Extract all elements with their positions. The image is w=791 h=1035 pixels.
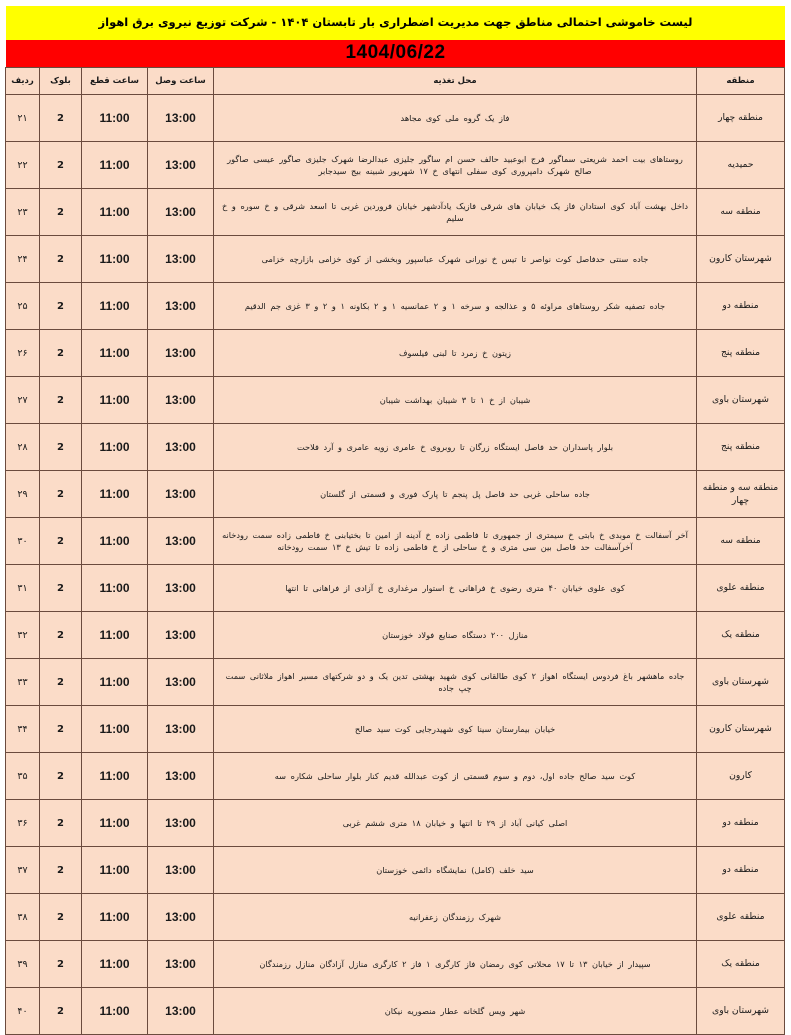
table-row <box>6 283 785 330</box>
table-body <box>6 95 785 1035</box>
cell-cut-time: 11:00 <box>82 612 148 659</box>
cell-feed-location: روستاهای بیت احمد شریعتی سماگور فرج ابوعبید حالف حسن ام ساگور جلیزی عبدالرضا شهرک جلیزی صاگور عیسی صاگور صالح شهرک دامپروری کوی سفلی انتهای خ ۱۷ شهریور شبینه بیج سیدجابر <box>214 142 697 189</box>
table-row <box>6 471 785 518</box>
cell-block: 2 <box>40 565 82 612</box>
cell-row-number: ۳۶ <box>6 800 40 847</box>
table-row <box>6 988 785 1035</box>
cell-block: 2 <box>40 659 82 706</box>
cell-restore-time: 13:00 <box>148 189 214 236</box>
cell-restore-time: 13:00 <box>148 424 214 471</box>
cell-zone: منطقه یک <box>697 941 785 988</box>
cell-cut-time: 11:00 <box>82 706 148 753</box>
cell-zone: منطقه یک <box>697 612 785 659</box>
cell-cut-time: 11:00 <box>82 518 148 565</box>
cell-block: 2 <box>40 377 82 424</box>
cell-feed-location: شهرک رزمندگان زعفرانیه <box>214 894 697 941</box>
cell-zone: منطقه سه و منطقه چهار <box>697 471 785 518</box>
cell-row-number: ۳۹ <box>6 941 40 988</box>
cell-cut-time: 11:00 <box>82 330 148 377</box>
cell-cut-time: 11:00 <box>82 424 148 471</box>
cell-zone: شهرستان باوی <box>697 659 785 706</box>
cell-feed-location: زیتون خ زمرد تا لبنی فیلسوف <box>214 330 697 377</box>
cell-cut-time: 11:00 <box>82 189 148 236</box>
cell-zone: منطقه دو <box>697 800 785 847</box>
cell-cut-time: 11:00 <box>82 95 148 142</box>
cell-restore-time: 13:00 <box>148 518 214 565</box>
cell-block: 2 <box>40 424 82 471</box>
table-row <box>6 941 785 988</box>
cell-restore-time: 13:00 <box>148 377 214 424</box>
column-header-radif: ردیف <box>6 68 40 95</box>
cell-row-number: ۴۰ <box>6 988 40 1035</box>
cell-row-number: ۲۵ <box>6 283 40 330</box>
cell-block: 2 <box>40 518 82 565</box>
cell-cut-time: 11:00 <box>82 753 148 800</box>
cell-row-number: ۳۴ <box>6 706 40 753</box>
cell-cut-time: 11:00 <box>82 894 148 941</box>
cell-cut-time: 11:00 <box>82 988 148 1035</box>
cell-zone: منطقه دو <box>697 847 785 894</box>
cell-restore-time: 13:00 <box>148 142 214 189</box>
cell-zone: شهرستان باوی <box>697 988 785 1035</box>
table-row <box>6 706 785 753</box>
cell-feed-location: اصلی کیانی آباد از ۲۹ تا انتها و خیابان ۱۸ متری ششم غربی <box>214 800 697 847</box>
cell-block: 2 <box>40 800 82 847</box>
cell-restore-time: 13:00 <box>148 941 214 988</box>
cell-feed-location: شیبان از خ ۱ تا ۳ شیبان بهداشت شیبان <box>214 377 697 424</box>
cell-feed-location: منازل ۲۰۰ دستگاه صنایع فولاد خوزستان <box>214 612 697 659</box>
cell-feed-location: کوت سید صالح جاده اول، دوم و سوم قسمتی از کوت عبدالله قدیم کنار بلوار ساحلی شکاره سه <box>214 753 697 800</box>
cell-row-number: ۳۰ <box>6 518 40 565</box>
cell-zone: شهرستان کارون <box>697 236 785 283</box>
table-row <box>6 142 785 189</box>
table-row <box>6 565 785 612</box>
cell-cut-time: 11:00 <box>82 800 148 847</box>
cell-block: 2 <box>40 189 82 236</box>
cell-restore-time: 13:00 <box>148 894 214 941</box>
cell-restore-time: 13:00 <box>148 95 214 142</box>
cell-cut-time: 11:00 <box>82 471 148 518</box>
cell-zone: منطقه چهار <box>697 95 785 142</box>
cell-cut-time: 11:00 <box>82 283 148 330</box>
cell-feed-location: شهر ویس گلخانه عطار منصوریه نیکان <box>214 988 697 1035</box>
cell-zone: منطقه سه <box>697 518 785 565</box>
cell-feed-location: سید خلف (کامل) نمایشگاه دائمی خوزستان <box>214 847 697 894</box>
cell-zone: منطقه پنج <box>697 424 785 471</box>
table-header <box>6 68 785 95</box>
cell-zone: حمیدیه <box>697 142 785 189</box>
cell-zone: منطقه علوی <box>697 565 785 612</box>
cell-feed-location: داخل بهشت آباد کوی استادان فاز یک خیابان های شرقی فازیک یادآدشهر خیابان فروردین غربی تا اسعد شرقی و خ سوره و خ سلیم <box>214 189 697 236</box>
cell-block: 2 <box>40 330 82 377</box>
table-row <box>6 95 785 142</box>
cell-zone: کارون <box>697 753 785 800</box>
cell-cut-time: 11:00 <box>82 847 148 894</box>
column-header-restore: ساعت وصل <box>148 68 214 95</box>
cell-row-number: ۳۲ <box>6 612 40 659</box>
cell-row-number: ۳۳ <box>6 659 40 706</box>
cell-zone: شهرستان کارون <box>697 706 785 753</box>
cell-feed-location: خیابان بیمارستان سینا کوی شهیدرجایی کوت سید صالح <box>214 706 697 753</box>
cell-restore-time: 13:00 <box>148 988 214 1035</box>
cell-block: 2 <box>40 847 82 894</box>
cell-restore-time: 13:00 <box>148 706 214 753</box>
cell-row-number: ۲۸ <box>6 424 40 471</box>
cell-restore-time: 13:00 <box>148 800 214 847</box>
cell-block: 2 <box>40 894 82 941</box>
cell-block: 2 <box>40 706 82 753</box>
cell-row-number: ۲۱ <box>6 95 40 142</box>
cell-cut-time: 11:00 <box>82 565 148 612</box>
column-header-cut: ساعت قطع <box>82 68 148 95</box>
cell-feed-location: آخر آسفالت خ موبدی خ بابتی خ سیمتری از جمهوری تا فاطمی زاده خ آدینه از امین تا بختیابنی خ فاطمی زاده سمت رودخانه آخرآسفالت حد فاصل بین سی متری و خ ساحلی از خ فاطمی زاده تا تیش خ ۱۳ سمت رودخانه <box>214 518 697 565</box>
column-header-zone: منطقه <box>697 68 785 95</box>
table-row <box>6 518 785 565</box>
cell-row-number: ۲۷ <box>6 377 40 424</box>
cell-restore-time: 13:00 <box>148 847 214 894</box>
cell-feed-location: فاز یک گروه ملی کوی مجاهد <box>214 95 697 142</box>
table-row <box>6 659 785 706</box>
cell-restore-time: 13:00 <box>148 471 214 518</box>
cell-cut-time: 11:00 <box>82 236 148 283</box>
cell-zone: منطقه دو <box>697 283 785 330</box>
table-row <box>6 236 785 283</box>
cell-zone: شهرستان باوی <box>697 377 785 424</box>
cell-block: 2 <box>40 236 82 283</box>
column-header-feed: محل تغذیه <box>214 68 697 95</box>
cell-row-number: ۳۷ <box>6 847 40 894</box>
cell-zone: منطقه سه <box>697 189 785 236</box>
cell-row-number: ۲۶ <box>6 330 40 377</box>
cell-row-number: ۳۱ <box>6 565 40 612</box>
cell-feed-location: جاده ماهشهر باغ فردوس ایستگاه اهواز ۲ کوی طالقانی کوی شهید بهشتی تدین یک و دو شرکتهای مسیر اهواز ملاثانی سمت چپ جاده <box>214 659 697 706</box>
table-row <box>6 800 785 847</box>
cell-feed-location: جاده ساحلی غربی حد فاصل پل پنجم تا پارک فوری و قسمتی از گلستان <box>214 471 697 518</box>
cell-block: 2 <box>40 95 82 142</box>
table-row <box>6 189 785 236</box>
cell-restore-time: 13:00 <box>148 659 214 706</box>
cell-feed-location: کوی علوی خیابان ۴۰ متری رضوی خ فراهانی خ استوار مرغداری خ آزادی از فراهانی تا انتها <box>214 565 697 612</box>
cell-cut-time: 11:00 <box>82 941 148 988</box>
cell-row-number: ۲۹ <box>6 471 40 518</box>
cell-restore-time: 13:00 <box>148 565 214 612</box>
document-date-banner: 1404/06/22 <box>6 40 785 67</box>
cell-feed-location: جاده تصفیه شکر روستاهای مراوئه ۵ و عذالجه و سرخه ۱ و ۲ عمانسیه ۱ و ۲ بکاونه ۱ و ۲ و ۳ غزی جم الدقیم <box>214 283 697 330</box>
cell-row-number: ۲۴ <box>6 236 40 283</box>
column-header-block: بلوک <box>40 68 82 95</box>
cell-block: 2 <box>40 142 82 189</box>
cell-restore-time: 13:00 <box>148 753 214 800</box>
cell-cut-time: 11:00 <box>82 142 148 189</box>
cell-restore-time: 13:00 <box>148 236 214 283</box>
cell-block: 2 <box>40 941 82 988</box>
cell-zone: منطقه علوی <box>697 894 785 941</box>
table-header-row <box>6 68 785 95</box>
table-row <box>6 424 785 471</box>
outage-schedule-table <box>5 67 785 1035</box>
cell-block: 2 <box>40 283 82 330</box>
cell-block: 2 <box>40 988 82 1035</box>
table-row <box>6 612 785 659</box>
cell-restore-time: 13:00 <box>148 283 214 330</box>
cell-feed-location: بلوار پاسداران حد فاصل ایستگاه زرگان تا روبروی خ عامری زویه عامری و آرد فلاحت <box>214 424 697 471</box>
cell-restore-time: 13:00 <box>148 612 214 659</box>
cell-cut-time: 11:00 <box>82 659 148 706</box>
cell-feed-location: سپیدار از خیابان ۱۳ تا ۱۷ محلاتی کوی رمضان فاز کارگری ۱ فاز ۲ کارگری منازل آزادگان منازل رزمندگان <box>214 941 697 988</box>
table-row <box>6 330 785 377</box>
table-row <box>6 894 785 941</box>
cell-row-number: ۲۲ <box>6 142 40 189</box>
table-row <box>6 377 785 424</box>
cell-block: 2 <box>40 471 82 518</box>
cell-row-number: ۳۵ <box>6 753 40 800</box>
cell-cut-time: 11:00 <box>82 377 148 424</box>
document-title-banner: لیست خاموشی احتمالی مناطق جهت مدیریت اضطراری بار تابستان ۱۴۰۴ - شرکت توزیع نیروی برق اهواز <box>6 6 785 40</box>
cell-row-number: ۳۸ <box>6 894 40 941</box>
cell-block: 2 <box>40 612 82 659</box>
table-row <box>6 847 785 894</box>
cell-restore-time: 13:00 <box>148 330 214 377</box>
cell-row-number: ۲۳ <box>6 189 40 236</box>
table-row <box>6 753 785 800</box>
cell-zone: منطقه پنج <box>697 330 785 377</box>
cell-block: 2 <box>40 753 82 800</box>
cell-feed-location: جاده سنتی حدفاصل کوت نواصر تا تیس خ نورانی شهرک عباسپور وبخشی از کوی خزامی بازارچه خزامی <box>214 236 697 283</box>
